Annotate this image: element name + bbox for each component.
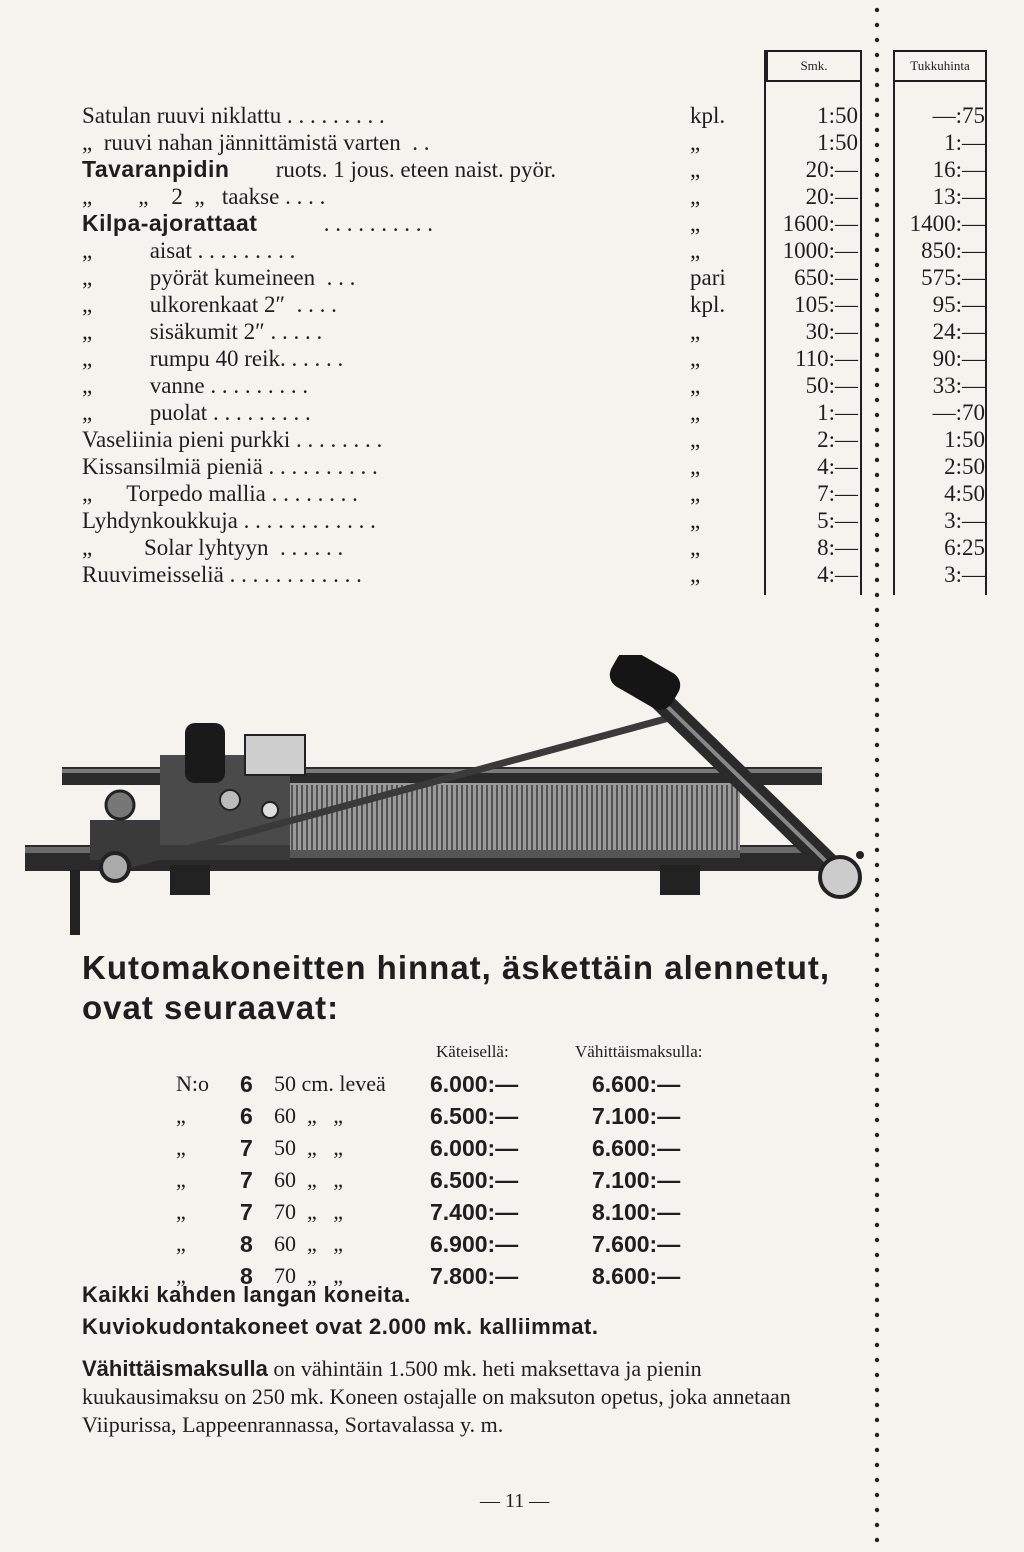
machine-row-width: 60 „ „	[274, 1231, 344, 1256]
machine-row-width: 70 „ „	[274, 1199, 344, 1224]
note-pattern-machines: Kuviokudontakoneet ovat 2.000 mk. kalliimmat.	[82, 1314, 599, 1339]
price-row-tuk: 850:—	[921, 238, 985, 263]
price-row	[0, 345, 1024, 372]
knitting-machine-illustration	[20, 655, 870, 945]
price-row-item: Tavaranpidin	[82, 156, 230, 182]
price-row	[0, 318, 1024, 345]
price-row-smk: 2:—	[817, 427, 858, 452]
price-row-tuk: 1400:—	[909, 211, 985, 236]
price-row-unit: „	[690, 373, 701, 398]
machine-row-install: 7.100:—	[592, 1167, 681, 1193]
price-row	[0, 210, 1024, 237]
machine-row-prefix: „	[176, 1231, 186, 1256]
price-row-tuk: 33:—	[932, 373, 985, 398]
section-heading: Kutomakoneitten hinnat, äskettäin alennetut, ovat seuraavat:	[82, 949, 831, 1026]
price-row	[0, 426, 1024, 453]
machine-row	[0, 1228, 1024, 1260]
price-row-item: Lyhdynkoukkuja . . . . . . . . . . . .	[82, 508, 376, 533]
price-row	[0, 264, 1024, 291]
price-row-item: „ aisat . . . . . . . . .	[82, 238, 296, 263]
price-row	[0, 237, 1024, 264]
price-row-tuk: —:70	[932, 400, 985, 425]
price-row	[0, 561, 1024, 588]
price-row	[0, 480, 1024, 507]
price-row-smk: 650:—	[794, 265, 858, 290]
machine-row-install: 6.600:—	[592, 1135, 681, 1161]
price-row-smk: 1:50	[817, 130, 858, 155]
paragraph-text: on vähintäin 1.500 mk. heti maksettava ja pienin kuukausimaksu on 250 mk. Koneen ostajalle on maksuton opetus, joka annetaan Viipurissa, Lappeenrannassa, Sortavalassa y. m.	[82, 1356, 791, 1437]
machine-row-width: 50 cm. leveä	[274, 1071, 386, 1096]
price-row-tuk: 2:50	[944, 454, 985, 479]
price-row-item: „ rumpu 40 reik. . . . . .	[82, 346, 344, 371]
column-header-installment: Vähittäismaksulla:	[575, 1042, 703, 1061]
price-row-unit: „	[690, 238, 701, 263]
price-row-unit: „	[690, 211, 701, 236]
machine-row-install: 6.600:—	[592, 1071, 681, 1097]
price-row-tuk: 16:—	[932, 157, 985, 182]
machine-row-prefix: „	[176, 1167, 186, 1192]
price-row-unit: „	[690, 454, 701, 479]
note-two-thread: Kaikki kahden langan koneita.	[82, 1282, 411, 1307]
machine-row	[0, 1132, 1024, 1164]
price-row-item: Ruuvimeisseliä . . . . . . . . . . . .	[82, 562, 362, 587]
machine-row-install: 8.100:—	[592, 1199, 681, 1225]
machine-row-cash: 6.500:—	[430, 1103, 519, 1129]
price-row-tuk: 6:25	[944, 535, 985, 560]
price-row-item: Kilpa-ajorattaat	[82, 210, 258, 236]
price-row-tuk: 90:—	[932, 346, 985, 371]
price-row-tuk: 95:—	[932, 292, 985, 317]
price-row-unit: „	[690, 184, 701, 209]
price-row-smk: 50:—	[805, 373, 858, 398]
price-row-item: „ ulkorenkaat 2″ . . . .	[82, 292, 337, 317]
price-row-smk: 105:—	[794, 292, 858, 317]
price-row-unit: „	[690, 157, 701, 182]
price-row-smk: 1600:—	[782, 211, 858, 236]
machine-row-cash: 7.800:—	[430, 1263, 519, 1289]
machine-row-no: 7	[240, 1167, 253, 1193]
price-row-item: Satulan ruuvi niklattu . . . . . . . . .	[82, 103, 385, 128]
machine-row-install: 8.600:—	[592, 1263, 681, 1289]
price-row-unit: pari	[690, 265, 726, 290]
price-row-tuk: —:75	[932, 103, 985, 128]
price-row-unit: „	[690, 319, 701, 344]
price-row-item: „ „ 2 „ taakse . . . .	[82, 184, 326, 209]
price-row-smk: 7:—	[817, 481, 858, 506]
machine-row-cash: 6.000:—	[430, 1071, 519, 1097]
header-underline-smk	[766, 80, 862, 82]
installment-paragraph	[82, 1355, 842, 1439]
price-row-tuk: 4:50	[944, 481, 985, 506]
price-row-smk: 4:—	[817, 454, 858, 479]
machine-row-no: 6	[240, 1103, 253, 1129]
price-row	[0, 102, 1024, 129]
machine-row-prefix: N:o	[176, 1071, 209, 1096]
price-row-smk: 30:—	[805, 319, 858, 344]
price-row	[0, 129, 1024, 156]
price-row-tuk: 3:—	[944, 508, 985, 533]
machine-row	[0, 1100, 1024, 1132]
machine-row-width: 70 „ „	[274, 1263, 344, 1288]
price-row-item: „ ruuvi nahan jännittämistä varten . .	[82, 130, 430, 155]
price-row	[0, 453, 1024, 480]
price-row-smk: 20:—	[805, 184, 858, 209]
price-row	[0, 156, 1024, 183]
column-header-cash: Käteisellä:	[436, 1042, 509, 1061]
price-row-smk: 20:—	[805, 157, 858, 182]
machine-row-width: 60 „ „	[274, 1167, 344, 1192]
machine-row	[0, 1196, 1024, 1228]
price-row-tuk: 1:50	[944, 427, 985, 452]
price-row-smk: 1:—	[817, 400, 858, 425]
price-row-unit: „	[690, 508, 701, 533]
price-row-unit: „	[690, 562, 701, 587]
machine-row-cash: 7.400:—	[430, 1199, 519, 1225]
price-row	[0, 507, 1024, 534]
machine-row-install: 7.600:—	[592, 1231, 681, 1257]
machine-row	[0, 1164, 1024, 1196]
price-row-unit: „	[690, 346, 701, 371]
price-row-item: Kissansilmiä pieniä . . . . . . . . . .	[82, 454, 378, 479]
price-row-smk: 1000:—	[782, 238, 858, 263]
price-row-smk: 1:50	[817, 103, 858, 128]
price-row-item: „ pyörät kumeineen . . .	[82, 265, 356, 290]
price-row-unit: kpl.	[690, 103, 726, 128]
price-row-item: „ sisäkumit 2″ . . . . .	[82, 319, 323, 344]
price-row	[0, 372, 1024, 399]
price-row-item-detail: . . . . . . . . . .	[318, 211, 433, 236]
price-row-tuk: 24:—	[932, 319, 985, 344]
machine-row-prefix: „	[176, 1103, 186, 1128]
machine-row-no: 8	[240, 1231, 253, 1257]
price-row	[0, 291, 1024, 318]
machine-row-prefix: „	[176, 1135, 186, 1160]
price-row-unit: „	[690, 427, 701, 452]
header-underline-tukku	[893, 80, 987, 82]
machine-row-width: 60 „ „	[274, 1103, 344, 1128]
price-row-item-detail: ruots. 1 jous. eteen naist. pyör.	[270, 157, 557, 182]
price-row-tuk: 1:—	[944, 130, 985, 155]
column-header-smk: Smk.	[766, 50, 862, 82]
machine-row-cash: 6.900:—	[430, 1231, 519, 1257]
paragraph-bold-lead: Vähittäismaksulla	[82, 1356, 268, 1381]
price-row-unit: kpl.	[690, 292, 726, 317]
page-number: — 11 —	[480, 1490, 550, 1512]
price-row	[0, 534, 1024, 561]
price-row-unit: „	[690, 130, 701, 155]
machine-row-cash: 6.000:—	[430, 1135, 519, 1161]
price-row	[0, 183, 1024, 210]
machine-row-width: 50 „ „	[274, 1135, 344, 1160]
price-row-smk: 8:—	[817, 535, 858, 560]
price-row-unit: „	[690, 481, 701, 506]
machine-row-cash: 6.500:—	[430, 1167, 519, 1193]
price-row-item: „ vanne . . . . . . . . .	[82, 373, 309, 398]
price-row-item: „ Solar lyhtyyn . . . . . .	[82, 535, 344, 560]
machine-row-no: 6	[240, 1071, 253, 1097]
price-row-unit: „	[690, 400, 701, 425]
machine-row-no: 8	[240, 1263, 253, 1289]
price-row-tuk: 575:—	[921, 265, 985, 290]
price-row	[0, 399, 1024, 426]
machine-row-no: 7	[240, 1135, 253, 1161]
machine-row-no: 7	[240, 1199, 253, 1225]
price-row-tuk: 3:—	[944, 562, 985, 587]
machine-row-install: 7.100:—	[592, 1103, 681, 1129]
machine-row	[0, 1068, 1024, 1100]
price-row-smk: 110:—	[794, 346, 858, 371]
price-row-item: Vaseliinia pieni purkki . . . . . . . .	[82, 427, 383, 452]
price-row-item: „ puolat . . . . . . . . .	[82, 400, 311, 425]
price-row-smk: 4:—	[817, 562, 858, 587]
price-row-tuk: 13:—	[932, 184, 985, 209]
price-row-smk: 5:—	[817, 508, 858, 533]
price-row-item: „ Torpedo mallia . . . . . . . .	[82, 481, 358, 506]
column-header-tukkuhinta: Tukkuhinta	[893, 50, 987, 82]
price-row-unit: „	[690, 535, 701, 560]
machine-row-prefix: „	[176, 1199, 186, 1224]
machine-row-prefix: „	[176, 1263, 186, 1288]
